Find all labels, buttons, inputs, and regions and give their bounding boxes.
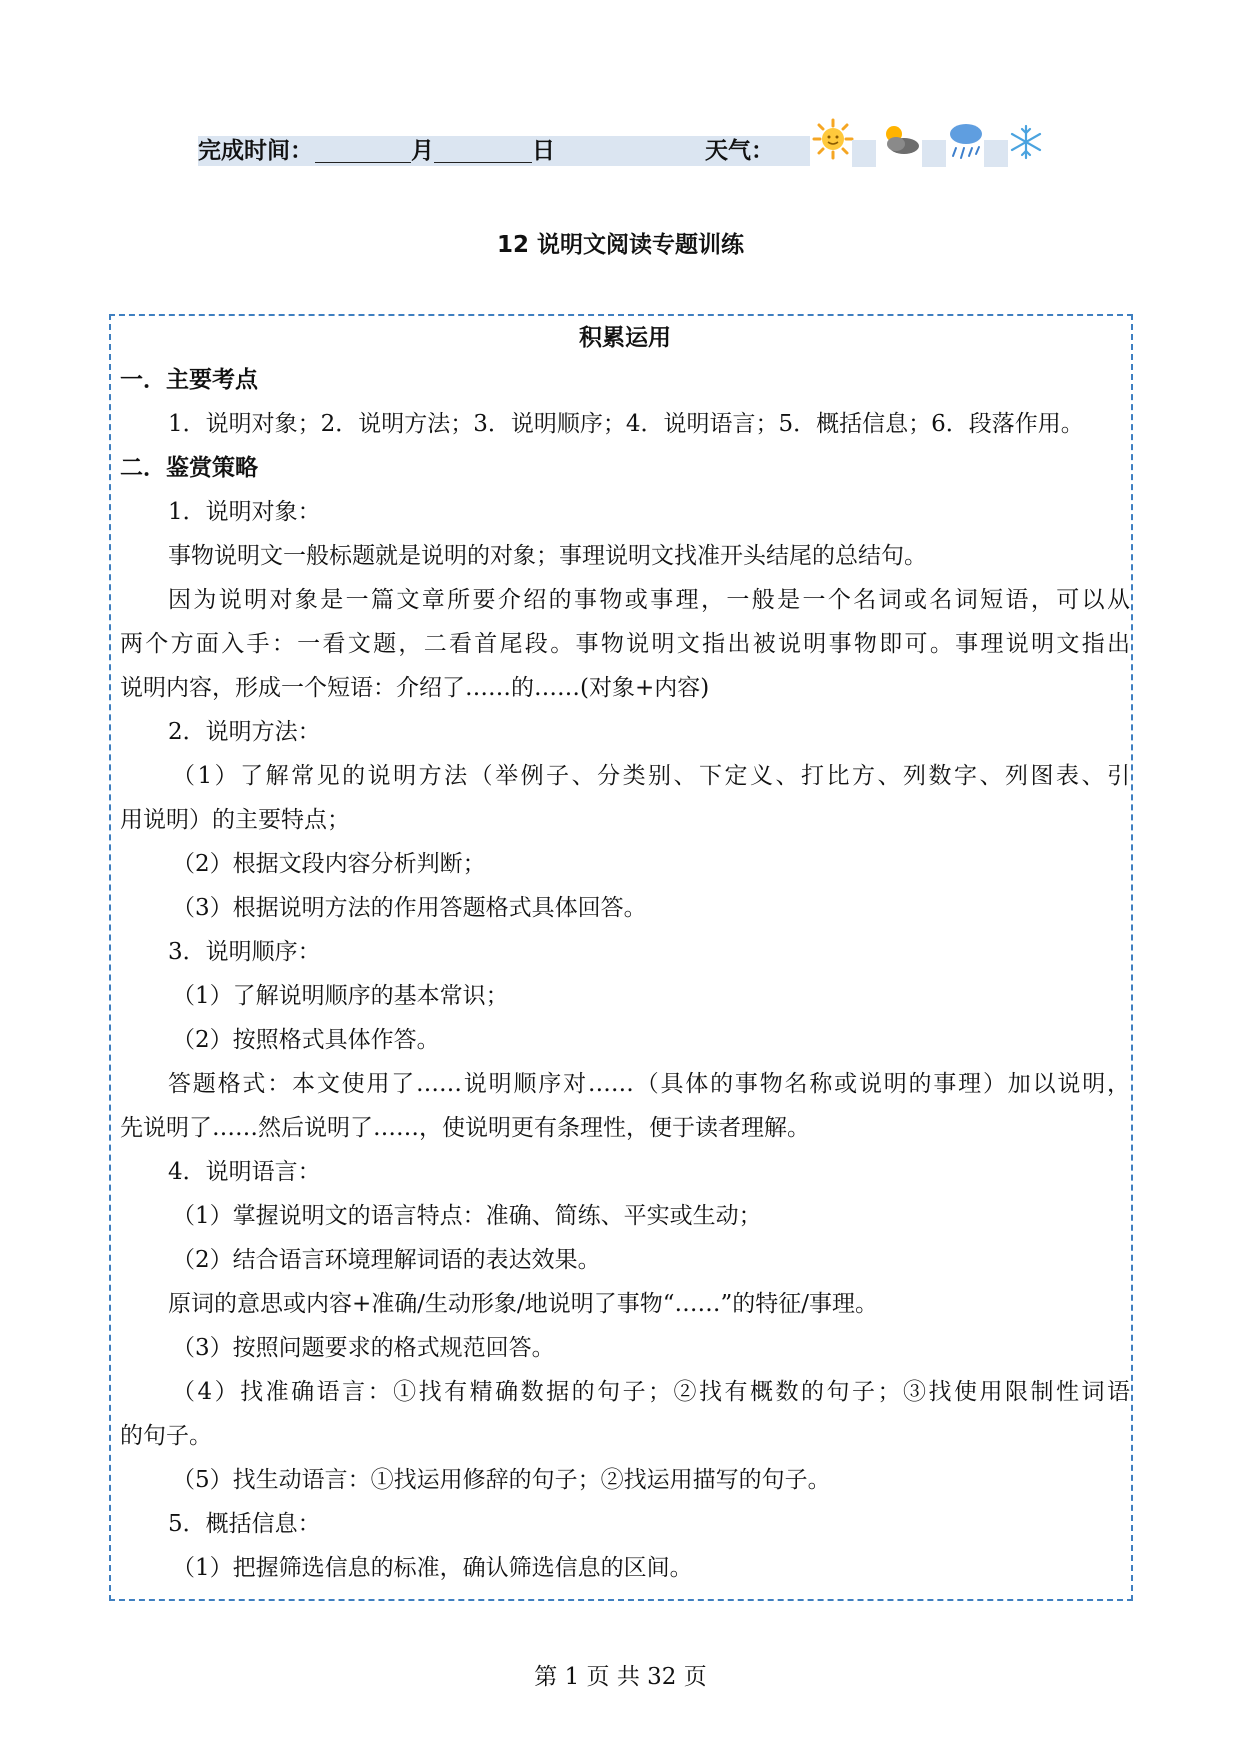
box-title (120, 316, 1130, 360)
box-title-text: 积累运用 (579, 325, 671, 351)
partly-cloudy-icon[interactable] (878, 122, 922, 162)
day-label: 日 (532, 138, 555, 164)
page-title: 12 说明文阅读专题训练 (496, 232, 744, 258)
body-text (120, 358, 1130, 1590)
body-line: （3）按照问题要求的格式规范回答。 (172, 1335, 555, 1361)
body-line: 3．说明顺序： (168, 939, 321, 965)
day-blank[interactable] (434, 140, 532, 163)
weather-label: 天气： (705, 136, 810, 166)
body-line: 1．说明对象： (168, 499, 321, 525)
section-heading: 二．鉴赏策略 (120, 455, 258, 481)
body-line: 5．概括信息： (168, 1511, 321, 1537)
rain-icon[interactable] (946, 120, 986, 166)
body-line: （1）了解说明顺序的基本常识； (172, 983, 509, 1009)
body-line: （2）结合语言环境理解词语的表达效果。 (172, 1247, 601, 1273)
body-line: 用说明）的主要特点； (120, 807, 350, 833)
body-line: 先说明了……然后说明了……，使说明更有条理性，便于读者理解。 (120, 1115, 810, 1141)
sun-icon[interactable] (812, 118, 854, 164)
body-line: 因为说明对象是一篇文章所要介绍的事物或事理，一般是一个名词或名词短语，可以从 (168, 587, 1130, 613)
body-line: （1）把握筛选信息的标准，确认筛选信息的区间。 (172, 1555, 693, 1581)
weather-box-3 (984, 140, 1008, 167)
body-line: 原词的意思或内容+准确/生动形象/地说明了事物“……”的特征/事理。 (168, 1291, 879, 1317)
month-blank-area (313, 136, 411, 166)
body-line: 的句子。 (120, 1423, 212, 1449)
snowflake-icon[interactable] (1008, 124, 1044, 164)
body-line: 答题格式：本文使用了……说明顺序对……（具体的事物名称或说明的事理）加以说明， (168, 1071, 1130, 1097)
body-line: 4．说明语言： (168, 1159, 321, 1185)
month-blank[interactable] (315, 140, 411, 163)
body-line: （4）找准确语言：①找有精确数据的句子；②找有概数的句子；③找使用限制性词语 (172, 1379, 1130, 1405)
section-heading: 一．主要考点 (120, 367, 258, 393)
body-line: 说明内容，形成一个短语：介绍了……的……(对象+内容) (120, 675, 710, 701)
body-line: （1）了解常见的说明方法（举例子、分类别、下定义、打比方、列数字、列图表、引 (172, 763, 1130, 789)
day-blank-area (434, 136, 532, 166)
completion-label: 完成时间： (198, 138, 313, 164)
page-number: 第 1 页 共 32 页 (534, 1664, 707, 1690)
header-spacer (555, 136, 705, 166)
completion-header (198, 136, 810, 166)
body-line: （2）根据文段内容分析判断； (172, 851, 486, 877)
body-line: 事物说明文一般标题就是说明的对象；事理说明文找准开头结尾的总结句。 (168, 543, 927, 569)
month-label: 月 (411, 138, 434, 164)
body-line: （5）找生动语言：①找运用修辞的句子；②找运用描写的句子。 (172, 1467, 831, 1493)
weather-box-1 (852, 140, 876, 167)
body-line: （1）掌握说明文的语言特点：准确、简练、平实或生动； (172, 1203, 762, 1229)
body-line: 2．说明方法： (168, 719, 321, 745)
body-line: （2）按照格式具体作答。 (172, 1027, 440, 1053)
body-line: 两个方面入手：一看文题，二看首尾段。事物说明文指出被说明事物即可。事理说明文指出 (120, 631, 1130, 657)
body-line: （3）根据说明方法的作用答题格式具体回答。 (172, 895, 647, 921)
weather-box-2 (922, 140, 946, 167)
body-line: 1．说明对象；2．说明方法；3．说明顺序；4．说明语言；5．概括信息；6．段落作用。 (168, 411, 1084, 437)
